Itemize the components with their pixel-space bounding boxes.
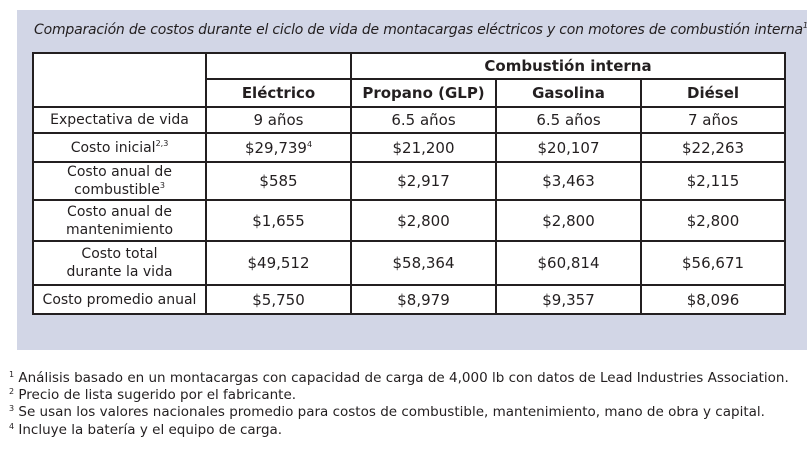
row-label-line: Costo promedio anual bbox=[42, 291, 197, 308]
value-cell bbox=[641, 241, 785, 285]
row-label-footnote-ref: 2,3 bbox=[155, 138, 169, 148]
cell-value: 6.5 años bbox=[391, 111, 456, 129]
cell-value: $2,917 bbox=[397, 172, 450, 190]
row-label-line: Costo anual de bbox=[67, 203, 172, 220]
row-label-line: Costo anual de bbox=[67, 164, 172, 180]
caption-footnote-ref: 1 bbox=[802, 21, 808, 30]
cell-value: 7 años bbox=[688, 111, 739, 129]
cell-value: $3,463 bbox=[542, 172, 595, 190]
cell-value: $1,655 bbox=[252, 211, 305, 230]
cell-value: $585 bbox=[259, 172, 298, 190]
header-empty-cell bbox=[33, 53, 206, 107]
row-label bbox=[33, 107, 206, 133]
column-header-electrico: Eléctrico bbox=[206, 79, 351, 107]
row-label bbox=[33, 162, 206, 200]
header-combustion-group: Combustión interna bbox=[351, 53, 785, 79]
value-cell bbox=[641, 133, 785, 162]
row-label bbox=[33, 200, 206, 241]
value-cell bbox=[496, 133, 641, 162]
cell-value: 9 años bbox=[253, 111, 304, 129]
cell-value: $2,800 bbox=[397, 211, 450, 230]
value-cell bbox=[351, 133, 496, 162]
footnotes bbox=[9, 370, 789, 439]
cell-value: $56,671 bbox=[682, 254, 745, 272]
value-cell bbox=[206, 162, 351, 200]
table-row bbox=[33, 107, 785, 133]
footnote-number: 4 bbox=[9, 421, 15, 431]
row-label bbox=[33, 133, 206, 162]
table-row bbox=[33, 200, 785, 241]
value-cell bbox=[496, 162, 641, 200]
footnote bbox=[9, 370, 789, 387]
row-label bbox=[33, 285, 206, 314]
value-cell bbox=[351, 241, 496, 285]
footnote bbox=[9, 404, 789, 421]
cell-value: $5,750 bbox=[252, 290, 305, 309]
row-label bbox=[33, 241, 206, 285]
cell-value: $21,200 bbox=[392, 138, 455, 157]
row-label-line: durante la vida bbox=[66, 264, 173, 280]
table-header-row-group bbox=[33, 53, 785, 79]
footnote-number: 3 bbox=[9, 404, 15, 414]
footnote-text: Incluye la batería y el equipo de carga. bbox=[18, 421, 283, 438]
cell-value: $60,814 bbox=[537, 254, 600, 272]
table-row bbox=[33, 162, 785, 200]
cell-value: $8,096 bbox=[686, 290, 740, 309]
row-label-footnote-ref: 3 bbox=[159, 181, 165, 190]
footnote bbox=[9, 422, 789, 439]
row-label-line: combustible bbox=[74, 182, 160, 198]
value-cell bbox=[641, 107, 785, 133]
value-cell bbox=[496, 200, 641, 241]
value-cell bbox=[206, 107, 351, 133]
value-cell bbox=[206, 285, 351, 314]
row-label-line: Costo inicial bbox=[70, 139, 156, 156]
cell-value: $2,800 bbox=[686, 211, 740, 230]
value-cell bbox=[351, 162, 496, 200]
value-cell bbox=[206, 200, 351, 241]
table-panel bbox=[17, 10, 807, 350]
value-cell bbox=[496, 285, 641, 314]
caption-text: Comparación de costos durante el ciclo de vida de montacargas eléctricos y con motores de combustión interna bbox=[34, 22, 803, 38]
cell-value: 6.5 años bbox=[536, 111, 601, 129]
column-header-propano: Propano (GLP) bbox=[351, 79, 496, 107]
cell-value: $2,800 bbox=[542, 211, 595, 230]
footnote-number: 2 bbox=[9, 387, 15, 397]
column-header-gasolina: Gasolina bbox=[496, 79, 641, 107]
cell-value: $2,115 bbox=[686, 172, 740, 190]
row-label-line: mantenimiento bbox=[65, 221, 174, 238]
footnote-text: Precio de lista sugerido por el fabricante. bbox=[18, 387, 297, 404]
value-cell bbox=[351, 107, 496, 133]
row-label-line: Costo total bbox=[81, 246, 158, 262]
table-caption bbox=[34, 22, 808, 38]
cell-footnote-ref: 4 bbox=[306, 139, 313, 149]
row-label-line: Expectativa de vida bbox=[50, 112, 189, 128]
value-cell bbox=[496, 241, 641, 285]
value-cell bbox=[496, 107, 641, 133]
cell-value: $29,739 bbox=[244, 138, 307, 157]
value-cell bbox=[351, 200, 496, 241]
footnote-number: 1 bbox=[9, 370, 15, 379]
value-cell bbox=[641, 285, 785, 314]
value-cell bbox=[641, 162, 785, 200]
cell-value: $20,107 bbox=[537, 138, 600, 157]
footnote bbox=[9, 387, 789, 404]
cell-value: $22,263 bbox=[682, 138, 745, 157]
footnote-text: Se usan los valores nacionales promedio para costos de combustible, mantenimiento, mano de obra y capital. bbox=[18, 404, 765, 421]
cell-value: $8,979 bbox=[397, 290, 450, 309]
cell-value: $49,512 bbox=[247, 254, 310, 272]
table-row bbox=[33, 133, 785, 162]
table-row bbox=[33, 285, 785, 314]
cell-value: $58,364 bbox=[392, 254, 455, 272]
column-header-diesel: Diésel bbox=[641, 79, 785, 107]
cell-value: $9,357 bbox=[542, 290, 595, 309]
footnote-text: Análisis basado en un montacargas con capacidad de carga de 4,000 lb con datos de Lead Industries Association. bbox=[18, 370, 789, 386]
value-cell bbox=[206, 133, 351, 162]
cost-comparison-table bbox=[32, 52, 786, 315]
value-cell bbox=[351, 285, 496, 314]
header-empty-cell bbox=[206, 53, 351, 79]
value-cell bbox=[206, 241, 351, 285]
value-cell bbox=[641, 200, 785, 241]
table-row bbox=[33, 241, 785, 285]
